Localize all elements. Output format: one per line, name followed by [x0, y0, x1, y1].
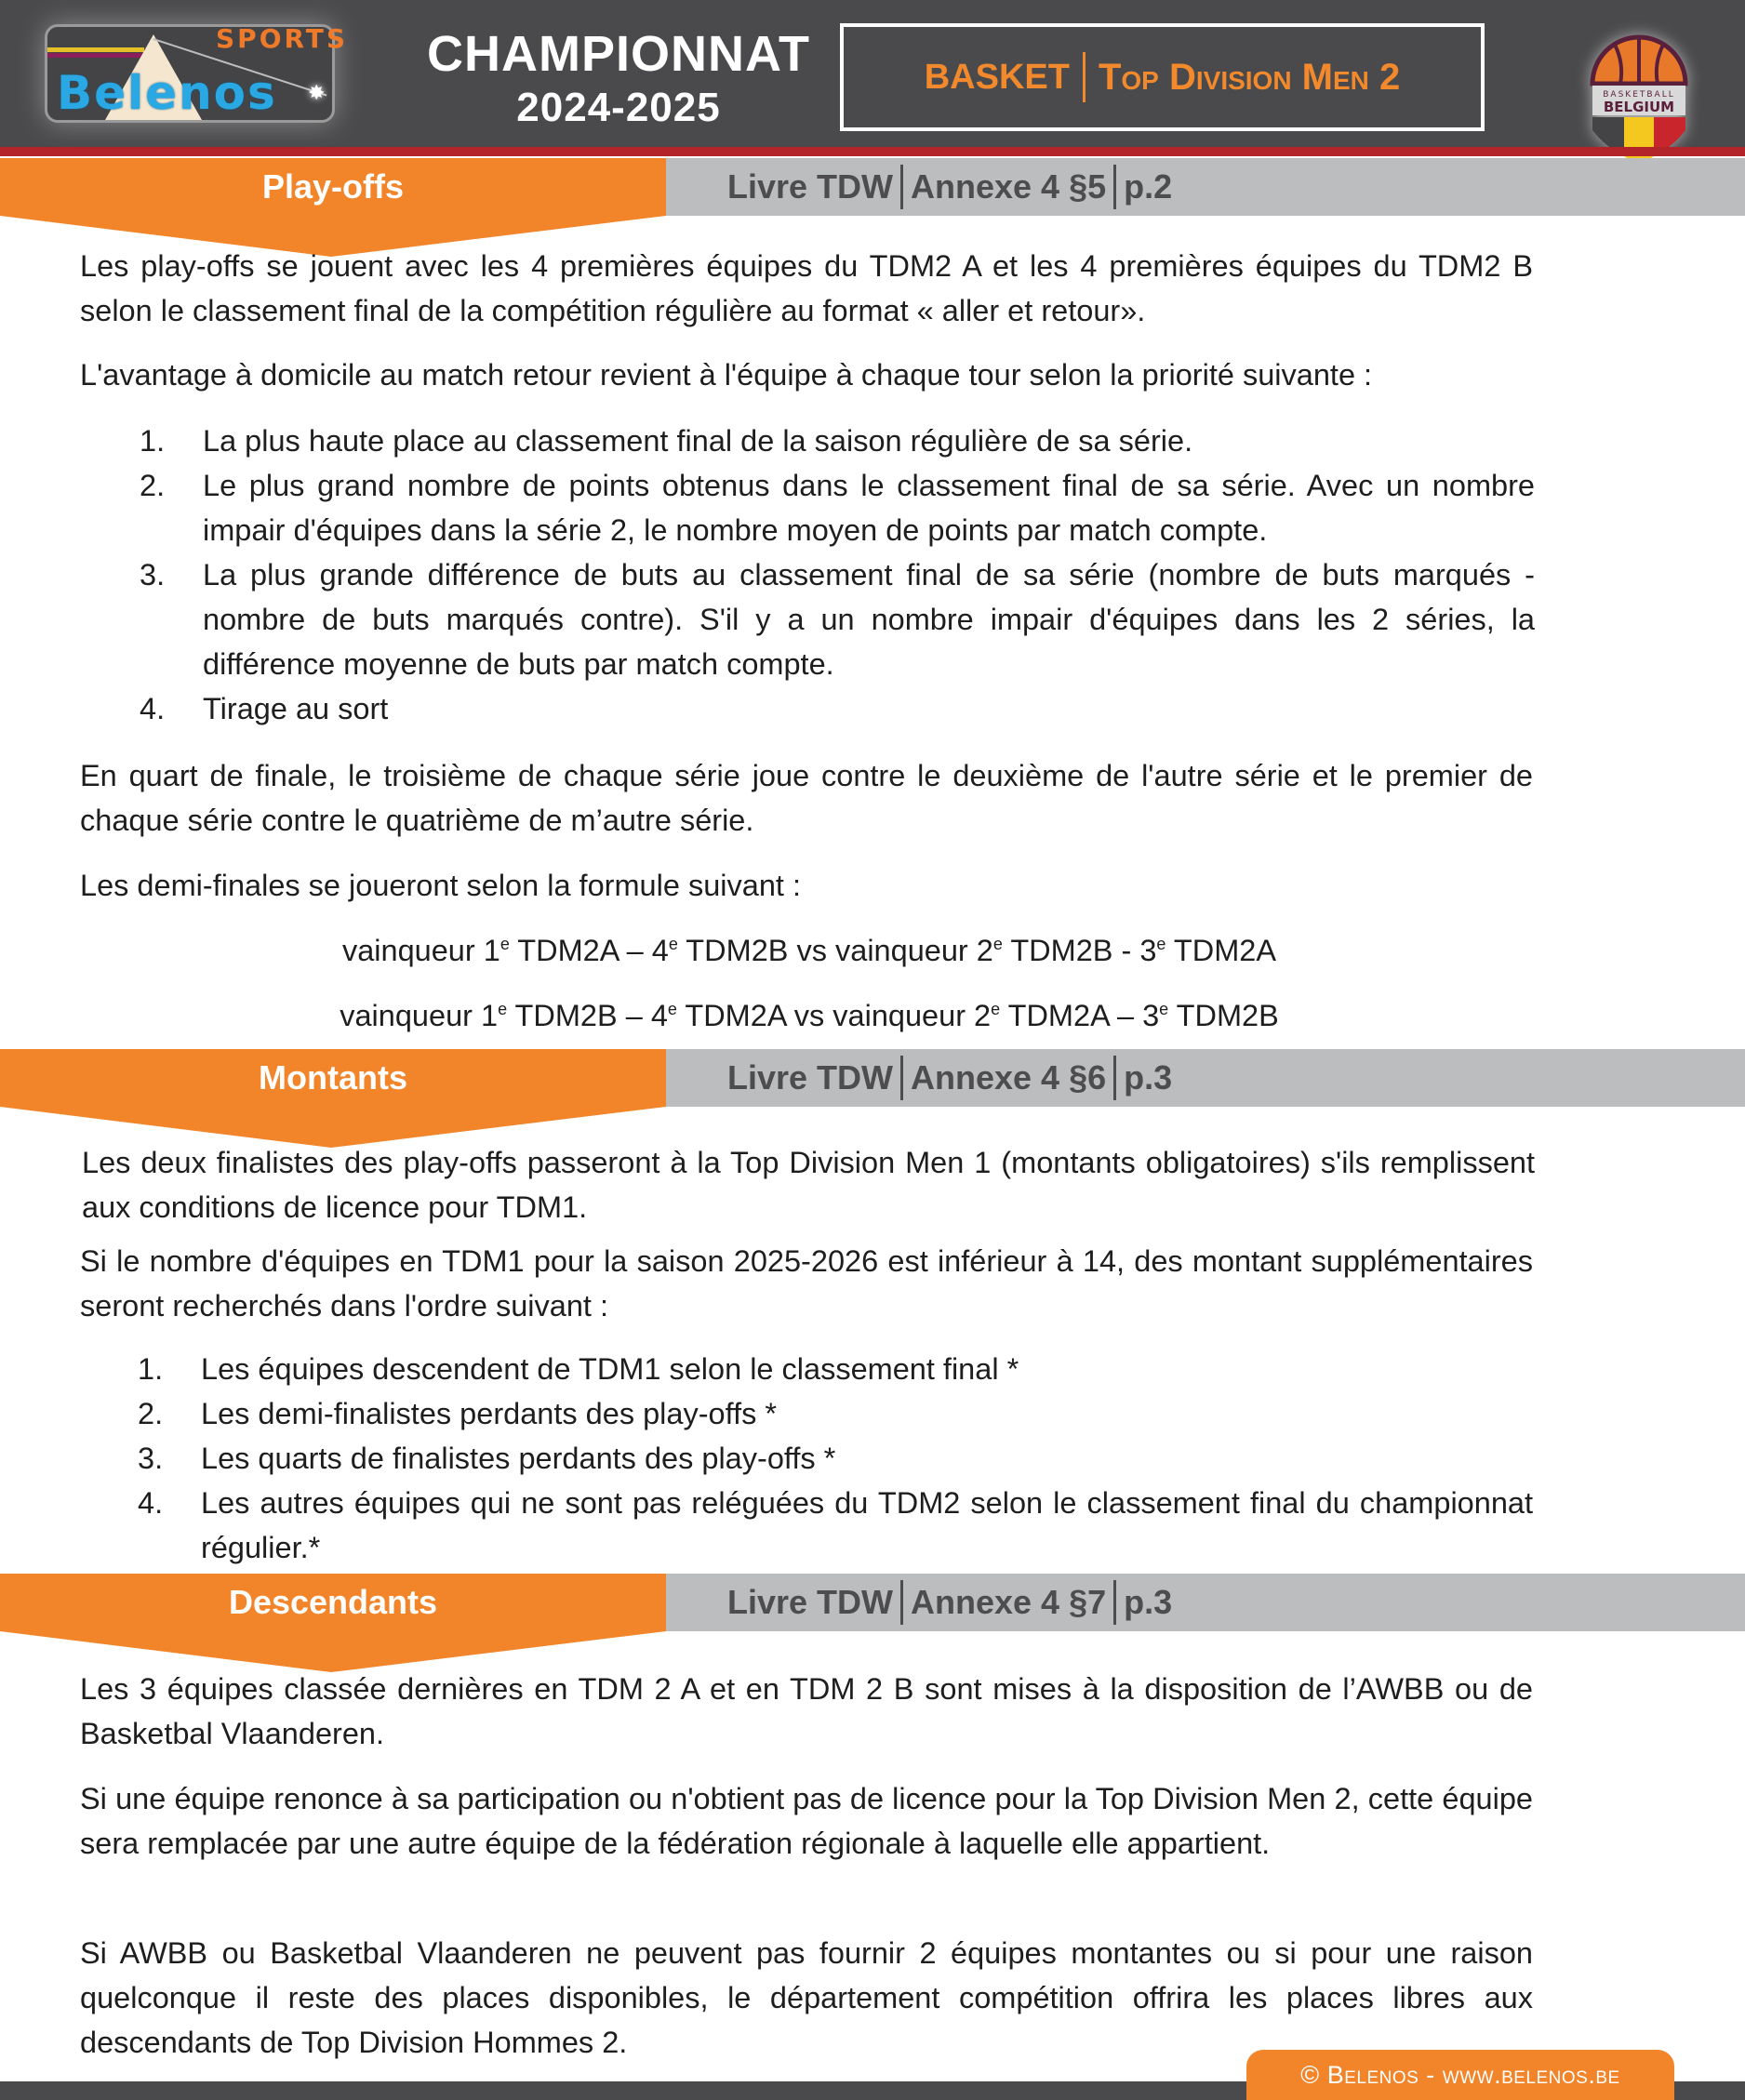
logo-right-line1: BASKETBALL [1603, 90, 1675, 100]
basketball-belgium-logo [1587, 26, 1691, 166]
divider [900, 1580, 903, 1625]
logo-right-line2: BELGIUM [1603, 99, 1675, 115]
season-label: 2024-2025 [516, 85, 721, 130]
descendants-replacement: Si une équipe renonce à sa participation ou n'obtient pas de licence pour la Top Division Men 2, cette équipe sera remplacée par une autre équipe de la fédération régionale à laquelle elle appartient. [80, 1782, 1533, 1860]
playoffs-priority-intro: L'avantage à domicile au match retour revient à l'équipe à chaque tour selon la priorité suivante : [80, 358, 1373, 392]
header-accent-line [0, 147, 1745, 156]
list-item: 1. Les équipes descendent de TDM1 selon le classement final * [138, 1352, 1019, 1386]
ref-book: Livre TDW [727, 1583, 894, 1621]
section-header-montants [0, 1049, 1745, 1107]
section-header-descendants [0, 1574, 1745, 1631]
divider [900, 165, 903, 209]
montants-extra: Si le nombre d'équipes en TDM1 pour la saison 2025-2026 est inférieur à 14, des montant supplémentaires seront recherchés dans l'ordre suivant : [80, 1244, 1533, 1322]
quarterfinal-rule: En quart de finale, le troisième de chaque série joue contre le deuxième de l'autre série et le premier de chaque série contre le quatrième de m’autre série. [80, 759, 1533, 837]
divider [1113, 1056, 1116, 1100]
list-item: 3. La plus grande différence de buts au classement final de sa série (nombre de buts marqués - nombre de buts marqués contre). S'il y a un nombre impair d'équipes dans les 2 séries, la différence moyenne de buts par match compte. [140, 558, 1535, 681]
list-item: 1. La plus haute place au classement final de la saison régulière de sa série. [140, 424, 1193, 458]
montants-order-list [138, 1347, 1533, 1570]
list-item: 3. Les quarts de finalistes perdants des play-offs * [138, 1442, 836, 1475]
section-title: Play-offs [261, 167, 405, 206]
ref-page: p.2 [1124, 167, 1173, 206]
ref-annex: Annexe 4 §7 [911, 1583, 1107, 1621]
descendants-rule: Les 3 équipes classée dernières en TDM 2 A et en TDM 2 B sont mises à la disposition de l’AWBB ou de Basketbal Vlaanderen. [80, 1672, 1533, 1750]
montants-finalists: Les deux finalistes des play-offs passeront à la Top Division Men 1 (montants obligatoires) s'ils remplissent aux conditions de licence pour TDM1. [82, 1146, 1535, 1224]
ref-annex: Annexe 4 §5 [911, 167, 1107, 206]
semifinal-line-1: vainqueur 1e TDM2A – 4e TDM2B vs vainqueur 2e TDM2B - 3e TDM2A [341, 934, 1277, 967]
section-reference [727, 158, 1172, 216]
copyright-link[interactable]: © Belenos - www.belenos.be [1246, 2050, 1674, 2100]
sparkle-icon: ✸ [308, 81, 326, 104]
section-title: Montants [259, 1058, 407, 1097]
divider [1113, 1580, 1116, 1625]
list-item: 2. Les demi-finalistes perdants des play-offs * [138, 1397, 778, 1430]
section-reference [727, 1049, 1172, 1107]
playoffs-intro: Les play-offs se jouent avec les 4 premières équipes du TDM2 A et les 4 premières équipes du TDM2 B selon le classement final de la compétition régulière au format « aller et retour». [80, 249, 1533, 327]
page-header [0, 0, 1745, 149]
semifinal-intro: Les demi-finales se joueront selon la formule suivant : [80, 869, 801, 902]
basketball-icon [1592, 37, 1685, 84]
ref-page: p.3 [1124, 1058, 1173, 1097]
ref-annex: Annexe 4 §6 [911, 1058, 1107, 1097]
priority-list [140, 419, 1535, 731]
championship-title [409, 24, 828, 132]
sport-label: BASKET [924, 57, 1070, 97]
division-label: Top Division Men 2 [1098, 56, 1401, 98]
ref-page: p.3 [1124, 1583, 1173, 1621]
logo-tagline: SPORTS [216, 23, 349, 54]
logo-brand-text: Belenos [57, 66, 277, 120]
divider [1113, 165, 1116, 209]
section-reference [727, 1574, 1172, 1631]
section-header-playoffs [0, 158, 1745, 216]
list-item: 4. Les autres équipes qui ne sont pas reléguées du TDM2 selon le classement final du championnat régulier.* [138, 1486, 1533, 1564]
section-title: Descendants [228, 1583, 438, 1621]
divider [1083, 52, 1086, 102]
list-item: 2. Le plus grand nombre de points obtenus dans le classement final de sa série. Avec un nombre impair d'équipes dans la série 2, le nombre moyen de points par match compte. [140, 469, 1535, 547]
division-banner [840, 23, 1485, 131]
semifinal-line-2: vainqueur 1e TDM2B – 4e TDM2A vs vainqueur 2e TDM2A – 3e TDM2B [340, 999, 1279, 1032]
divider [900, 1056, 903, 1100]
list-item: 4. Tirage au sort [140, 692, 389, 725]
descendants-free-places: Si AWBB ou Basketbal Vlaanderen ne peuvent pas fournir 2 équipes montantes ou si pour une raison quelconque il reste des places disponibles, le département compétition offrira les places libres aux descendants de Top Division Hommes 2. [80, 1936, 1533, 2059]
ref-book: Livre TDW [727, 167, 894, 206]
title-line-1: CHAMPIONNAT [427, 26, 810, 82]
ref-book: Livre TDW [727, 1058, 894, 1097]
